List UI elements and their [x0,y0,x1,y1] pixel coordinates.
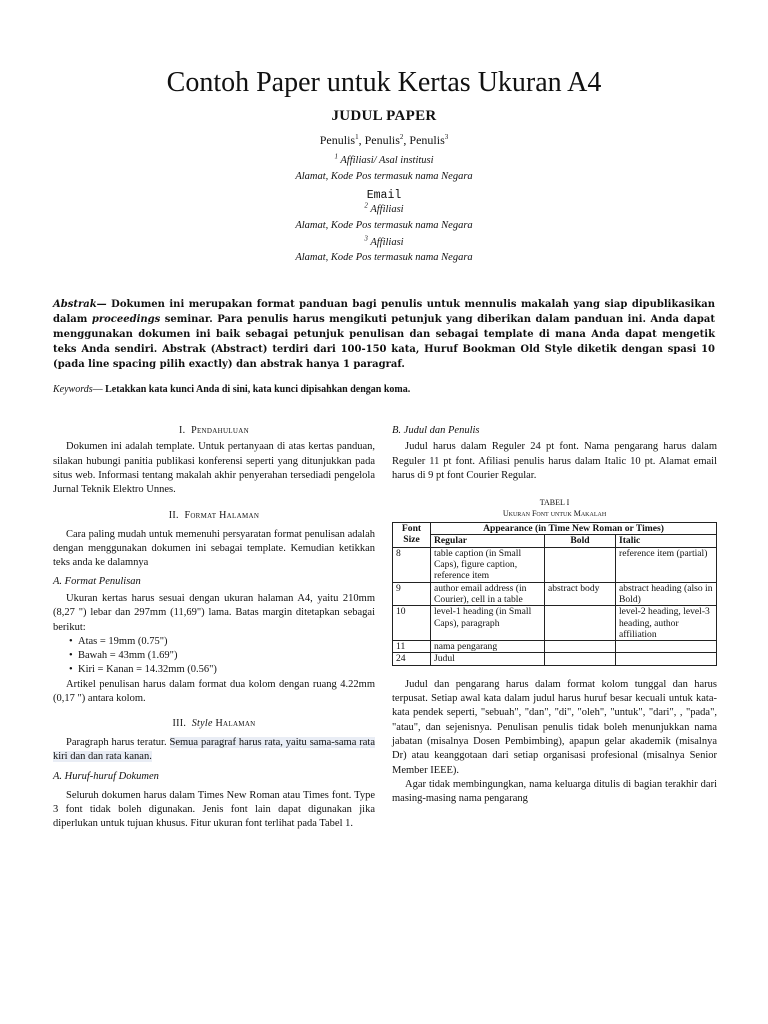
highlighted-text: Semua paragraf harus rata, yaitu sama-sama rata kiri dan dan rata kanan. [53,736,375,762]
keywords: Keywords— Letakkan kata kunci Anda di sini, kata kunci dipisahkan dengan koma. [53,384,411,395]
author-email: Email [366,189,402,202]
author-sup: 1 [355,133,359,141]
affiliation-3: $^3$ Affiliasi [364,234,404,248]
table-row: 11 nama pengarang [393,641,717,653]
affiliation-1-address: Alamat, Kode Pos termasuk nama Negara [295,171,473,182]
table-row: 10 level-1 heading (in Small Caps), paragraph level-2 heading, level-3 heading, author affiliation [393,606,717,641]
author-list: Penulis$^1$, Penulis$^2$, Penulis$^3$ [319,133,449,147]
subsection-heading: A. Huruf-huruf Dokumen [53,771,159,783]
paragraph: Ukuran kertas harus sesuai dengan ukuran halaman A4, yaitu 210mm (8,27 ") lebar dan 297mm (11,69") lama. Batas margin ditetapkan sebagai berikut: [53,592,375,633]
subsection-heading: B. Judul dan Penulis [392,425,480,436]
author-name: Penulis [364,133,400,147]
table-row: 9 author email address (in Courier), cell in a table abstract body abstract heading (also in Bold) [393,582,717,606]
table-row: 24 Judul [393,653,717,665]
table-header-bold: Bold [545,535,616,547]
table-title: Ukuran Font untuk Makalah [502,509,607,519]
section-heading-2: II. Format Halaman [168,510,260,522]
abstract-label: Abstrak— [53,299,107,310]
author-name: Penulis [409,133,445,147]
affiliation-2: $^2$ Affiliasi [364,201,404,215]
table-header-font: Font Size [393,523,431,548]
section-heading-1: I. Pendahuluan [179,425,249,436]
font-table-block [392,497,717,666]
table-caption: TABEL I [539,498,570,508]
paper-title: Contoh Paper untuk Kertas Ukuran A4 [166,67,602,98]
table-header-appearance: Appearance (in Time New Roman or Times) [431,523,717,535]
paragraph: Dokumen ini adalah template. Untuk pertanyaan di atas kertas panduan, silakan hubungi panitia publikasi konferensi seperti yang ditunjukkan pada situs web. Informasi tentang makalah akhir penyerahan tersediadi pengelola Jurnal Teknik Elektro Unnes. [53,441,375,496]
paragraph: Judul harus dalam Reguler 24 pt font. Nama pengarang harus dalam Reguler 11 pt font. Afiliasi penulis harus dalam Italic 10 pt. Alamat email harus di 9 pt font Courier Regular. [392,441,717,481]
table-row: 8 table caption (in Small Caps), figure caption, reference item reference item (partial) [393,547,717,582]
paragraph: Paragraph harus teratur. Semua paragraf harus rata, yaitu sama-sama rata kiri dan dan rata kanan. [53,736,375,762]
list-item: • Kiri = Kanan = 14.32mm (0.56") [69,663,375,677]
table-header-italic: Italic [616,535,717,547]
keywords-text: Letakkan kata kunci Anda di sini, kata kunci dipisahkan dengan koma. [105,384,411,395]
author-sup: 3 [444,133,449,141]
paper-subtitle: JUDUL PAPER [331,108,437,124]
author-name: Penulis [319,133,356,147]
paragraph: Seluruh dokumen harus dalam Times New Roman atau Times font. Type 3 font tidak boleh digunakan. Jenis font lain dapat digunakan jika diperlukan untuk tujuan khusus. Fitur ukuran font terlihat pada Tabel 1. [53,789,375,830]
left-column [53,424,375,831]
section-heading-3: III. Style Halaman [172,718,256,730]
right-column [392,424,717,806]
affiliation-1: $^1$ Affiliasi/ Asal institusi [334,152,434,166]
author-sup: 2 [399,133,404,141]
paragraph: Judul dan pengarang harus dalam format kolom tunggal dan harus terpusat. Setiap awal kata dalam judul harus huruf besar kecuali untuk kata-kata pendek seperti, "sebuah", "dan", "di", "oleh", "untuk", "dari", , "pada", "atau", dan sejenisnya. Penulisan penulis tidak boleh menunjukkan nama jabatan (misalnya Dosen Pembimbing), apapun gelar akademik (misalnya Dr) atau keanggotaan dari setiap organisasi profesional (misalnya Senior Member IEEE). [392,678,717,776]
affiliation-2-address: Alamat, Kode Pos termasuk nama Negara [295,220,473,231]
font-size-table [392,522,717,666]
list-item: • Bawah = 43mm (1.69") [69,649,375,663]
subsection-heading: A. Format Penulisan [53,575,141,587]
paragraph: Agar tidak membingungkan, nama keluarga ditulis di bagian terakhir dari masing-masing nama pengarang [392,778,717,805]
keywords-label: Keywords [53,384,93,395]
abstract: Abstrak— Dokumen ini merupakan format panduan bagi penulis untuk mennulis makalah yang siap dipublikasikan dalam proceedings seminar. Para penulis harus mengikuti petunjuk yang diberikan dalam panduan ini. Anda dapat menggunakan dokumen ini baik sebagai petunjuk penulisan dan sebagai template di mana Anda dapat mengetik teks Anda sendiri. Abstrak (Abstract) terdiri dari 100-150 kata, Huruf Bookman Old Style diketik dengan spasi 10 (pada line spacing pilih exactly) dan abstrak hanya 1 paragraf. [53,299,715,370]
margin-list [53,635,375,678]
list-item: • Atas = 19mm (0.75") [69,635,375,649]
table-header-regular: Regular [431,535,545,547]
affiliation-3-address: Alamat, Kode Pos termasuk nama Negara [295,252,473,263]
paragraph: Cara paling mudah untuk memenuhi persyaratan format penulisan adalah dengan menggunakan dokumen ini sebagai template. Kemudian ketikkan teks anda ke dalamnya [53,528,375,569]
paragraph: Artikel penulisan harus dalam format dua kolom dengan ruang 4.22mm (0,17 ") antara kolom. [53,678,375,705]
